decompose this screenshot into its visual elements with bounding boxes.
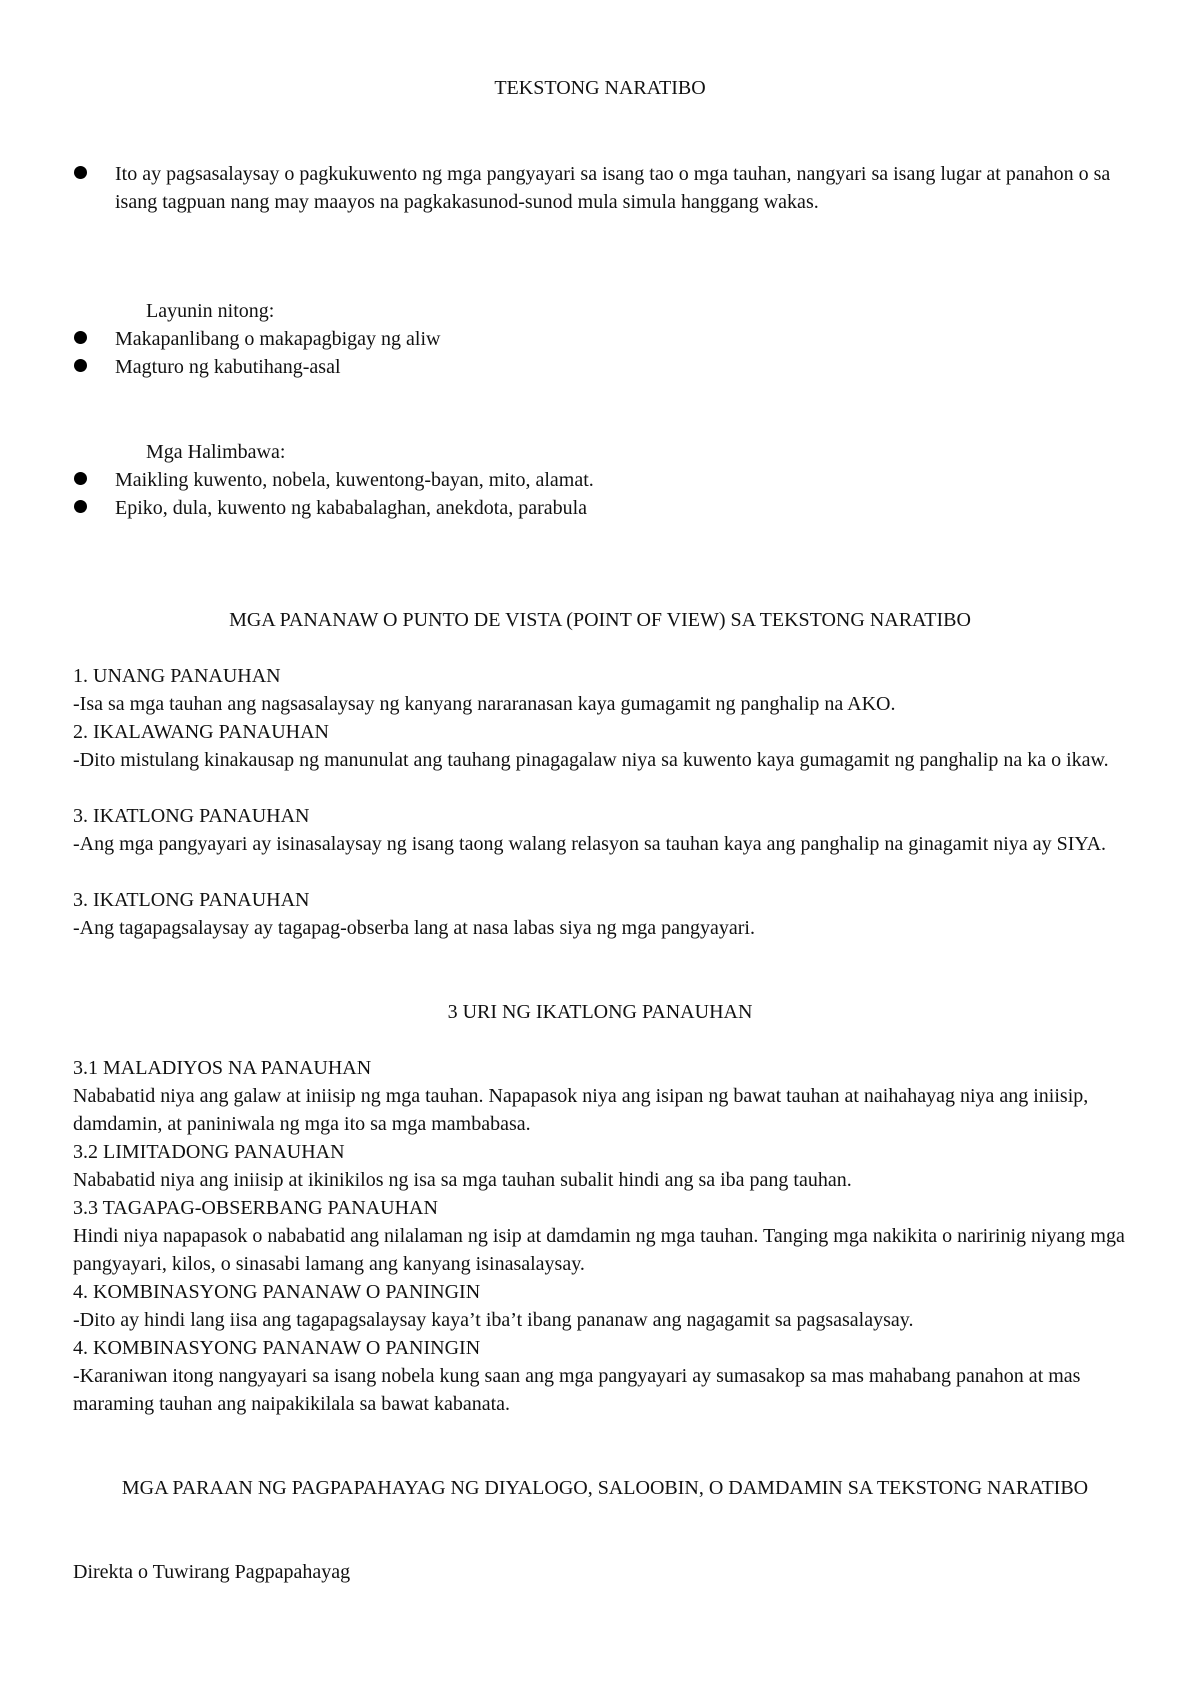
- layunin-item: Magturo ng kabutihang-asal: [74, 353, 1134, 381]
- bullet-icon: [74, 331, 87, 344]
- uri-item-desc: Nababatid niya ang iniisip at ikinikilos ng isa sa mga tauhan subalit hindi ang sa iba pang tauhan.: [73, 1169, 852, 1191]
- layunin-item: Makapanlibang o makapagbigay ng aliw: [74, 325, 1134, 353]
- uri-item-desc: -Dito ay hindi lang iisa ang tagapagsalaysay kaya’t iba’t ibang pananaw ang nagagamit sa pagsasalaysay.: [73, 1309, 914, 1331]
- pananaw-item-desc: -Ang tagapagsalaysay ay tagapag-obserba lang at nasa labas siya ng mga pangyayari.: [73, 917, 755, 939]
- section-heading-paraan: MGA PARAAN NG PAGPAPAHAYAG NG DIYALOGO, SALOOBIN, O DAMDAMIN SA TEKSTONG NARATIBO: [121, 1477, 1089, 1499]
- pananaw-item-desc: -Isa sa mga tauhan ang nagsasalaysay ng kanyang nararanasan kaya gumagamit ng panghalip na AKO.: [73, 693, 896, 715]
- intro-text: Ito ay pagsasalaysay o pagkukuwento ng mga pangyayari sa isang tao o mga tauhan, nangyari sa isang lugar at panahon o sa isang tagpuan nang may maayos na pagkakasunod-sunod mula simula hanggang wakas.: [115, 163, 1111, 213]
- halimbawa-item: Epiko, dula, kuwento ng kababalaghan, anekdota, parabula: [74, 494, 1134, 522]
- section-heading-uri: 3 URI NG IKATLONG PANAUHAN: [447, 1001, 753, 1023]
- bullet-icon: [74, 472, 87, 485]
- bullet-icon: [74, 359, 87, 372]
- bullet-icon: [74, 166, 87, 179]
- intro-bullet: [74, 160, 1134, 216]
- halimbawa-label: Mga Halimbawa:: [146, 441, 286, 463]
- pananaw-item-title: 3. IKATLONG PANAUHAN: [73, 805, 310, 827]
- uri-item-title: 4. KOMBINASYONG PANANAW O PANINGIN: [73, 1281, 481, 1303]
- pananaw-item-desc: -Ang mga pangyayari ay isinasalaysay ng isang taong walang relasyon sa tauhan kaya ang panghalip na ginagamit niya ay SIYA.: [73, 833, 1107, 855]
- page-title: TEKSTONG NARATIBO: [494, 77, 706, 99]
- pananaw-item-title: 1. UNANG PANAUHAN: [73, 665, 281, 687]
- uri-item-title: 4. KOMBINASYONG PANANAW O PANINGIN: [73, 1337, 481, 1359]
- paraan-subheading: Direkta o Tuwirang Pagpapahayag: [73, 1561, 351, 1583]
- pananaw-item-title: 3. IKATLONG PANAUHAN: [73, 889, 310, 911]
- uri-item-desc: -Karaniwan itong nangyayari sa isang nobela kung saan ang mga pangyayari ay sumasakop sa mas mahabang panahon at mas maraming tauhan ang naipakikilala sa bawat kabanata.: [73, 1365, 1081, 1415]
- pananaw-item-title: 2. IKALAWANG PANAUHAN: [73, 721, 329, 743]
- bullet-icon: [74, 500, 87, 513]
- halimbawa-item: Maikling kuwento, nobela, kuwentong-bayan, mito, alamat.: [74, 466, 1134, 494]
- uri-item-desc: Nababatid niya ang galaw at iniisip ng mga tauhan. Napapasok niya ang isipan ng bawat tauhan at naihahayag niya ang iniisip, damdamin, at paniniwala ng mga ito sa mga mambabasa.: [73, 1085, 1089, 1135]
- section-heading-pananaw: MGA PANANAW O PUNTO DE VISTA (POINT OF VIEW) SA TEKSTONG NARATIBO: [229, 609, 971, 631]
- uri-item-desc: Hindi niya napapasok o nababatid ang nilalaman ng isip at damdamin ng mga tauhan. Tanging mga nakikita o naririnig niyang mga pangyayari, kilos, o sinasabi lamang ang kanyang isinasalaysay.: [73, 1225, 1125, 1275]
- pananaw-item-desc: -Dito mistulang kinakausap ng manunulat ang tauhang pinagagalaw niya sa kuwento kaya gumagamit ng panghalip na ka o ikaw.: [73, 749, 1109, 771]
- uri-item-title: 3.2 LIMITADONG PANAUHAN: [73, 1141, 345, 1163]
- layunin-label: Layunin nitong:: [146, 300, 275, 322]
- uri-item-title: 3.3 TAGAPAG-OBSERBANG PANAUHAN: [73, 1197, 438, 1219]
- uri-item-title: 3.1 MALADIYOS NA PANAUHAN: [73, 1057, 372, 1079]
